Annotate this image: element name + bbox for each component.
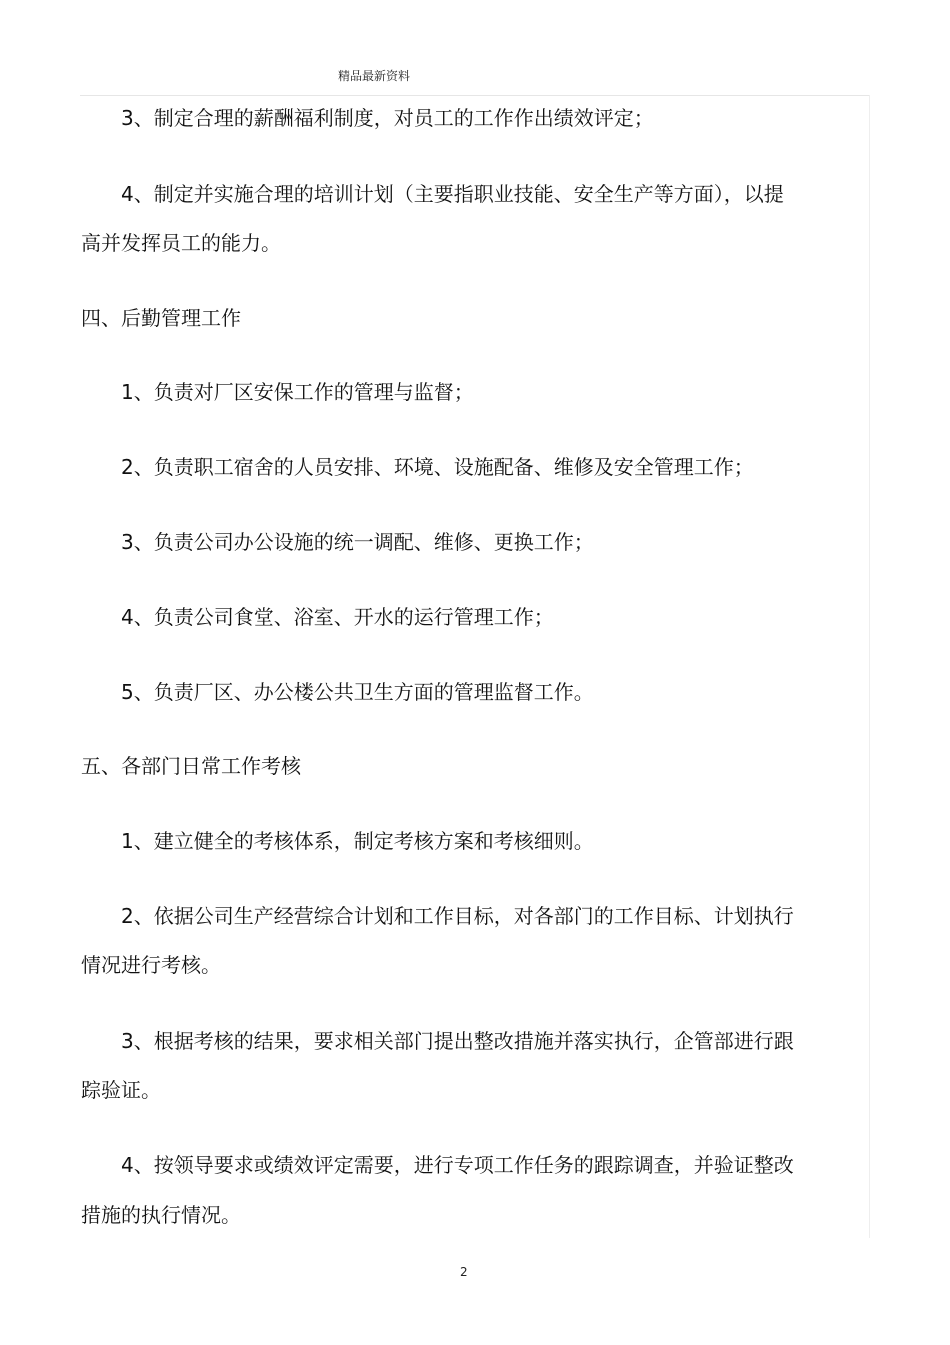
text-line: 3、制定合理的薪酬福利制度，对员工的工作作出绩效评定；: [121, 106, 654, 130]
section-heading: 四、后勤管理工作: [81, 306, 241, 330]
text-line: 1、负责对厂区安保工作的管理与监督；: [121, 380, 474, 404]
text-line: 4、按领导要求或绩效评定需要，进行专项工作任务的跟踪调查，并验证整改: [121, 1153, 794, 1177]
text-line: 3、根据考核的结果，要求相关部门提出整改措施并落实执行，企管部进行跟: [121, 1029, 794, 1053]
page-header-label: 精品最新资料: [338, 69, 411, 83]
text-line: 高并发挥员工的能力。: [81, 231, 281, 255]
text-line: 3、负责公司办公设施的统一调配、维修、更换工作；: [121, 530, 594, 554]
text-line: 踪验证。: [81, 1078, 161, 1102]
text-line: 2、负责职工宿舍的人员安排、环境、设施配备、维修及安全管理工作；: [121, 455, 754, 479]
text-line: 情况进行考核。: [81, 953, 221, 977]
text-line: 措施的执行情况。: [81, 1203, 241, 1227]
text-line: 5、负责厂区、办公楼公共卫生方面的管理监督工作。: [121, 680, 594, 704]
header-divider: [80, 95, 870, 96]
right-margin-rule: [869, 95, 870, 1238]
text-line: 1、建立健全的考核体系，制定考核方案和考核细则。: [121, 829, 594, 853]
text-line: 4、制定并实施合理的培训计划（主要指职业技能、安全生产等方面），以提: [121, 182, 784, 206]
section-heading: 五、各部门日常工作考核: [81, 754, 301, 778]
text-line: 4、负责公司食堂、浴室、开水的运行管理工作；: [121, 605, 554, 629]
page-number: 2: [460, 1265, 468, 1279]
text-line: 2、依据公司生产经营综合计划和工作目标，对各部门的工作目标、计划执行: [121, 904, 794, 928]
